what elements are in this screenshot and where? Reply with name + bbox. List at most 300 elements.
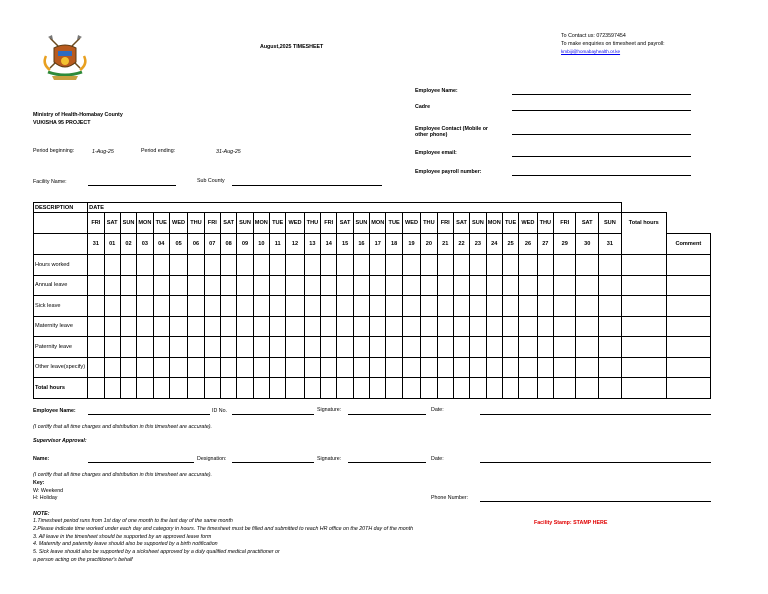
hours-cell[interactable] <box>598 316 621 337</box>
date-cell: 05 <box>169 234 187 255</box>
date-cell: 13 <box>304 234 320 255</box>
hours-cell[interactable] <box>337 357 353 378</box>
hours-cell[interactable] <box>188 337 204 358</box>
hours-cell[interactable] <box>437 296 453 317</box>
row-total-cell[interactable] <box>621 255 666 276</box>
hours-cell[interactable] <box>253 357 269 378</box>
hours-cell[interactable] <box>321 255 337 276</box>
hours-cell[interactable] <box>104 316 120 337</box>
hours-cell[interactable] <box>486 275 502 296</box>
hours-cell[interactable] <box>553 296 575 317</box>
hours-cell[interactable] <box>286 275 304 296</box>
hours-cell[interactable] <box>486 296 502 317</box>
hours-cell[interactable] <box>204 378 220 399</box>
hours-cell[interactable] <box>321 357 337 378</box>
employee-contact-field[interactable] <box>512 134 691 135</box>
hours-cell[interactable] <box>598 378 621 399</box>
date-cell: 26 <box>519 234 537 255</box>
hours-cell[interactable] <box>169 275 187 296</box>
hours-cell[interactable] <box>321 296 337 317</box>
hours-cell[interactable] <box>220 378 236 399</box>
hours-cell[interactable] <box>519 296 537 317</box>
total-hours-header-cont <box>621 234 666 255</box>
row-total-cell[interactable] <box>621 337 666 358</box>
hours-cell[interactable] <box>519 275 537 296</box>
hours-cell[interactable] <box>204 357 220 378</box>
hours-cell[interactable] <box>353 357 369 378</box>
hours-cell[interactable] <box>553 255 575 276</box>
hours-cell[interactable] <box>453 378 469 399</box>
hours-cell[interactable] <box>88 275 104 296</box>
date-cell: 30 <box>576 234 598 255</box>
hours-cell[interactable] <box>386 357 402 378</box>
supervisor-name-field[interactable] <box>88 462 194 463</box>
row-comment-cell[interactable] <box>666 255 710 276</box>
employee-date-field[interactable] <box>480 414 711 415</box>
day-header: THU <box>421 213 437 234</box>
hours-cell[interactable] <box>120 275 136 296</box>
hours-cell[interactable] <box>304 275 320 296</box>
day-header: WED <box>169 213 187 234</box>
hours-cell[interactable] <box>370 255 386 276</box>
hours-cell[interactable] <box>253 378 269 399</box>
hours-cell[interactable] <box>386 337 402 358</box>
row-comment-cell[interactable] <box>666 275 710 296</box>
hours-cell[interactable] <box>598 275 621 296</box>
supervisor-date-field[interactable] <box>480 462 711 463</box>
hours-cell[interactable] <box>421 316 437 337</box>
hours-cell[interactable] <box>321 378 337 399</box>
hours-cell[interactable] <box>353 296 369 317</box>
hours-cell[interactable] <box>402 296 420 317</box>
hours-cell[interactable] <box>421 275 437 296</box>
day-header: FRI <box>88 213 104 234</box>
hours-cell[interactable] <box>519 378 537 399</box>
signoff-employee-name-label: Employee Name: <box>33 408 76 414</box>
hours-cell[interactable] <box>470 337 486 358</box>
hours-cell[interactable] <box>104 378 120 399</box>
hours-cell[interactable] <box>169 337 187 358</box>
hours-cell[interactable] <box>453 296 469 317</box>
row-total-cell[interactable] <box>621 275 666 296</box>
hours-cell[interactable] <box>576 296 598 317</box>
hours-cell[interactable] <box>486 337 502 358</box>
hours-cell[interactable] <box>220 316 236 337</box>
hours-cell[interactable] <box>120 296 136 317</box>
contact-phone: To Contact us: 0723597454 <box>561 33 626 39</box>
hours-cell[interactable] <box>537 357 553 378</box>
hours-cell[interactable] <box>353 337 369 358</box>
employee-signature-field[interactable] <box>348 414 426 415</box>
period-begin-value: 1-Aug-25 <box>92 149 114 155</box>
hours-cell[interactable] <box>470 275 486 296</box>
hours-cell[interactable] <box>321 275 337 296</box>
hours-cell[interactable] <box>519 316 537 337</box>
hours-cell[interactable] <box>519 357 537 378</box>
hours-cell[interactable] <box>104 296 120 317</box>
hours-cell[interactable] <box>204 255 220 276</box>
hours-cell[interactable] <box>304 357 320 378</box>
hours-cell[interactable] <box>537 378 553 399</box>
hours-cell[interactable] <box>537 296 553 317</box>
hours-cell[interactable] <box>402 378 420 399</box>
hours-cell[interactable] <box>470 316 486 337</box>
hours-cell[interactable] <box>153 316 169 337</box>
hours-cell[interactable] <box>88 337 104 358</box>
row-total-cell[interactable] <box>621 378 666 399</box>
timesheet-title: August,2025 TIMESHEET <box>260 44 324 50</box>
employee-email-field[interactable] <box>512 156 691 157</box>
hours-cell[interactable] <box>153 275 169 296</box>
supervisor-name-label: Name: <box>33 456 50 462</box>
hours-cell[interactable] <box>453 357 469 378</box>
comment-header: Comment <box>666 234 710 255</box>
hours-cell[interactable] <box>88 378 104 399</box>
supervisor-date-label: Date: <box>431 456 444 462</box>
hours-cell[interactable] <box>88 255 104 276</box>
period-end-label: Period ending: <box>141 148 176 154</box>
hours-cell[interactable] <box>120 378 136 399</box>
date-cell: 21 <box>437 234 453 255</box>
hours-cell[interactable] <box>421 378 437 399</box>
hours-cell[interactable] <box>169 316 187 337</box>
hours-cell[interactable] <box>304 337 320 358</box>
notes-title: NOTE: <box>33 511 50 517</box>
hours-cell[interactable] <box>204 275 220 296</box>
sub-county-field[interactable] <box>232 185 382 186</box>
hours-cell[interactable] <box>253 255 269 276</box>
hours-cell[interactable] <box>137 357 153 378</box>
day-header: TUE <box>386 213 402 234</box>
sub-county-label: Sub County <box>197 178 225 184</box>
date-cell: 11 <box>270 234 286 255</box>
hours-cell[interactable] <box>421 296 437 317</box>
org-name: Ministry of Health-Homabay County <box>33 112 123 118</box>
date-cell: 08 <box>220 234 236 255</box>
hours-cell[interactable] <box>370 316 386 337</box>
hours-cell[interactable] <box>337 296 353 317</box>
hours-cell[interactable] <box>486 357 502 378</box>
hours-cell[interactable] <box>576 275 598 296</box>
hours-cell[interactable] <box>537 255 553 276</box>
hours-cell[interactable] <box>120 255 136 276</box>
row-comment-cell[interactable] <box>666 378 710 399</box>
hours-cell[interactable] <box>437 337 453 358</box>
day-header: SAT <box>453 213 469 234</box>
hours-cell[interactable] <box>470 378 486 399</box>
row-label: Total hours <box>34 378 88 399</box>
hours-cell[interactable] <box>370 337 386 358</box>
hours-cell[interactable] <box>153 255 169 276</box>
hours-cell[interactable] <box>370 378 386 399</box>
hours-cell[interactable] <box>321 337 337 358</box>
hours-cell[interactable] <box>353 316 369 337</box>
hours-cell[interactable] <box>253 296 269 317</box>
hours-cell[interactable] <box>188 378 204 399</box>
hours-cell[interactable] <box>486 378 502 399</box>
hours-cell[interactable] <box>370 296 386 317</box>
row-comment-cell[interactable] <box>666 316 710 337</box>
date-cell: 04 <box>153 234 169 255</box>
note-item: 2.Please indicate time worked under each day and category in hours. The timesheet must be filled and submitted to reach HR office on the 20TH day of the month <box>33 525 414 532</box>
row-total-cell[interactable] <box>621 316 666 337</box>
signoff-employee-name-field[interactable] <box>88 414 210 415</box>
row-total-cell[interactable] <box>621 296 666 317</box>
hours-cell[interactable] <box>104 255 120 276</box>
supervisor-signature-field[interactable] <box>348 462 426 463</box>
hours-cell[interactable] <box>486 316 502 337</box>
hours-cell[interactable] <box>120 316 136 337</box>
hours-cell[interactable] <box>353 275 369 296</box>
hours-cell[interactable] <box>253 337 269 358</box>
date-cell: 18 <box>386 234 402 255</box>
hours-cell[interactable] <box>402 316 420 337</box>
hours-cell[interactable] <box>421 337 437 358</box>
hours-cell[interactable] <box>437 378 453 399</box>
hours-cell[interactable] <box>237 357 253 378</box>
hours-cell[interactable] <box>204 337 220 358</box>
hours-cell[interactable] <box>270 296 286 317</box>
hours-cell[interactable] <box>204 316 220 337</box>
hours-cell[interactable] <box>220 275 236 296</box>
supervisor-approval-label: Supervisor Approval: <box>33 438 87 444</box>
facility-name-field[interactable] <box>88 185 176 186</box>
hours-cell[interactable] <box>120 357 136 378</box>
id-no-field[interactable] <box>232 414 314 415</box>
hours-cell[interactable] <box>553 357 575 378</box>
employee-date-label: Date: <box>431 407 444 413</box>
hours-cell[interactable] <box>253 275 269 296</box>
cadre-field[interactable] <box>512 110 691 111</box>
hours-cell[interactable] <box>502 275 518 296</box>
hours-cell[interactable] <box>576 378 598 399</box>
hours-cell[interactable] <box>153 357 169 378</box>
date-cell: 31 <box>598 234 621 255</box>
hours-cell[interactable] <box>598 337 621 358</box>
hours-cell[interactable] <box>576 337 598 358</box>
hours-cell[interactable] <box>137 296 153 317</box>
hours-cell[interactable] <box>386 316 402 337</box>
hours-cell[interactable] <box>386 275 402 296</box>
hours-cell[interactable] <box>502 296 518 317</box>
hours-cell[interactable] <box>270 357 286 378</box>
row-label: Hours worked <box>34 255 88 276</box>
phone-number-field[interactable] <box>480 501 711 502</box>
hours-cell[interactable] <box>502 255 518 276</box>
hours-cell[interactable] <box>304 296 320 317</box>
hours-cell[interactable] <box>353 255 369 276</box>
employee-payroll-field[interactable] <box>512 175 691 176</box>
hours-cell[interactable] <box>188 255 204 276</box>
hours-cell[interactable] <box>502 378 518 399</box>
hours-cell[interactable] <box>519 337 537 358</box>
hours-cell[interactable] <box>453 337 469 358</box>
day-header: SUN <box>237 213 253 234</box>
hours-cell[interactable] <box>137 255 153 276</box>
hours-cell[interactable] <box>370 357 386 378</box>
hours-cell[interactable] <box>453 255 469 276</box>
hours-cell[interactable] <box>169 357 187 378</box>
employee-signature-label: Signature: <box>317 407 342 413</box>
hours-cell[interactable] <box>502 316 518 337</box>
table-row <box>34 357 711 378</box>
row-total-cell[interactable] <box>621 357 666 378</box>
day-header: SUN <box>598 213 621 234</box>
hours-cell[interactable] <box>237 296 253 317</box>
hours-cell[interactable] <box>220 357 236 378</box>
hours-cell[interactable] <box>88 296 104 317</box>
hours-cell[interactable] <box>402 357 420 378</box>
hours-cell[interactable] <box>204 296 220 317</box>
date-cell: 29 <box>553 234 575 255</box>
hours-cell[interactable] <box>220 296 236 317</box>
hours-cell[interactable] <box>137 378 153 399</box>
hours-cell[interactable] <box>104 275 120 296</box>
hours-cell[interactable] <box>237 275 253 296</box>
hours-cell[interactable] <box>237 378 253 399</box>
hours-cell[interactable] <box>169 378 187 399</box>
hours-cell[interactable] <box>237 255 253 276</box>
key-weekend: W: Weekend <box>33 488 64 494</box>
hours-cell[interactable] <box>337 316 353 337</box>
hours-cell[interactable] <box>537 316 553 337</box>
hours-cell[interactable] <box>286 337 304 358</box>
hours-cell[interactable] <box>337 255 353 276</box>
hours-cell[interactable] <box>188 296 204 317</box>
hours-cell[interactable] <box>421 357 437 378</box>
hours-cell[interactable] <box>537 337 553 358</box>
hours-cell[interactable] <box>270 255 286 276</box>
hours-cell[interactable] <box>286 255 304 276</box>
date-cell: 15 <box>337 234 353 255</box>
hours-cell[interactable] <box>104 357 120 378</box>
hours-cell[interactable] <box>386 255 402 276</box>
note-item: 4. Maternity and paternity leave should also be supported by a birth notification <box>33 541 218 548</box>
hours-cell[interactable] <box>137 275 153 296</box>
hours-cell[interactable] <box>337 275 353 296</box>
hours-cell[interactable] <box>553 337 575 358</box>
hours-cell[interactable] <box>169 296 187 317</box>
hours-cell[interactable] <box>486 255 502 276</box>
hours-cell[interactable] <box>386 296 402 317</box>
hours-cell[interactable] <box>286 357 304 378</box>
hours-cell[interactable] <box>286 316 304 337</box>
hours-cell[interactable] <box>270 275 286 296</box>
contact-email-link[interactable]: kmbiji@homabayhealth.or.ke <box>561 49 621 54</box>
hours-cell[interactable] <box>253 316 269 337</box>
hours-cell[interactable] <box>402 255 420 276</box>
employee-name-field[interactable] <box>512 94 691 95</box>
date-cell: 19 <box>402 234 420 255</box>
hours-cell[interactable] <box>169 255 187 276</box>
hours-cell[interactable] <box>370 275 386 296</box>
hours-cell[interactable] <box>153 337 169 358</box>
row-comment-cell[interactable] <box>666 337 710 358</box>
hours-cell[interactable] <box>537 275 553 296</box>
hours-cell[interactable] <box>437 357 453 378</box>
hours-cell[interactable] <box>502 337 518 358</box>
hours-cell[interactable] <box>270 337 286 358</box>
hours-cell[interactable] <box>402 337 420 358</box>
hours-cell[interactable] <box>353 378 369 399</box>
date-cell: 09 <box>237 234 253 255</box>
hours-cell[interactable] <box>188 357 204 378</box>
hours-cell[interactable] <box>270 378 286 399</box>
hours-cell[interactable] <box>470 296 486 317</box>
designation-field[interactable] <box>232 462 314 463</box>
note-item: 3. All leave in the timesheet should be supported by an approved leave form <box>33 533 212 540</box>
hours-cell[interactable] <box>553 275 575 296</box>
hours-cell[interactable] <box>502 357 518 378</box>
employee-email-label: Employee email: <box>415 150 457 156</box>
hours-cell[interactable] <box>519 255 537 276</box>
hours-cell[interactable] <box>321 316 337 337</box>
hours-cell[interactable] <box>337 337 353 358</box>
hours-cell[interactable] <box>153 296 169 317</box>
hours-cell[interactable] <box>304 378 320 399</box>
hours-cell[interactable] <box>386 378 402 399</box>
date-cell: 06 <box>188 234 204 255</box>
row-label: Sick leave <box>34 296 88 317</box>
hours-cell[interactable] <box>104 337 120 358</box>
hours-cell[interactable] <box>553 316 575 337</box>
hours-cell[interactable] <box>188 275 204 296</box>
hours-cell[interactable] <box>598 357 621 378</box>
row-comment-cell[interactable] <box>666 296 710 317</box>
hours-cell[interactable] <box>237 337 253 358</box>
day-header-blank <box>34 213 88 234</box>
hours-cell[interactable] <box>304 255 320 276</box>
hours-cell[interactable] <box>270 316 286 337</box>
hours-cell[interactable] <box>304 316 320 337</box>
hours-cell[interactable] <box>88 357 104 378</box>
hours-cell[interactable] <box>553 378 575 399</box>
hours-cell[interactable] <box>421 255 437 276</box>
hours-cell[interactable] <box>137 337 153 358</box>
date-cell: 27 <box>537 234 553 255</box>
hours-cell[interactable] <box>437 316 453 337</box>
hours-cell[interactable] <box>453 316 469 337</box>
hours-cell[interactable] <box>337 378 353 399</box>
hours-cell[interactable] <box>576 357 598 378</box>
hours-cell[interactable] <box>286 296 304 317</box>
hours-cell[interactable] <box>437 255 453 276</box>
date-cell: 20 <box>421 234 437 255</box>
hours-cell[interactable] <box>237 316 253 337</box>
header-spacer-comment <box>666 203 710 213</box>
hours-cell[interactable] <box>137 316 153 337</box>
hours-cell[interactable] <box>598 296 621 317</box>
row-comment-cell[interactable] <box>666 357 710 378</box>
hours-cell[interactable] <box>188 316 204 337</box>
hours-cell[interactable] <box>470 357 486 378</box>
hours-cell[interactable] <box>286 378 304 399</box>
date-cell: 02 <box>120 234 136 255</box>
hours-cell[interactable] <box>88 316 104 337</box>
hours-cell[interactable] <box>153 378 169 399</box>
hours-cell[interactable] <box>220 255 236 276</box>
hours-cell[interactable] <box>453 275 469 296</box>
hours-cell[interactable] <box>576 255 598 276</box>
hours-cell[interactable] <box>576 316 598 337</box>
hours-cell[interactable] <box>470 255 486 276</box>
hours-cell[interactable] <box>598 255 621 276</box>
hours-cell[interactable] <box>402 275 420 296</box>
day-header: WED <box>402 213 420 234</box>
hours-cell[interactable] <box>120 337 136 358</box>
hours-cell[interactable] <box>437 275 453 296</box>
hours-cell[interactable] <box>220 337 236 358</box>
